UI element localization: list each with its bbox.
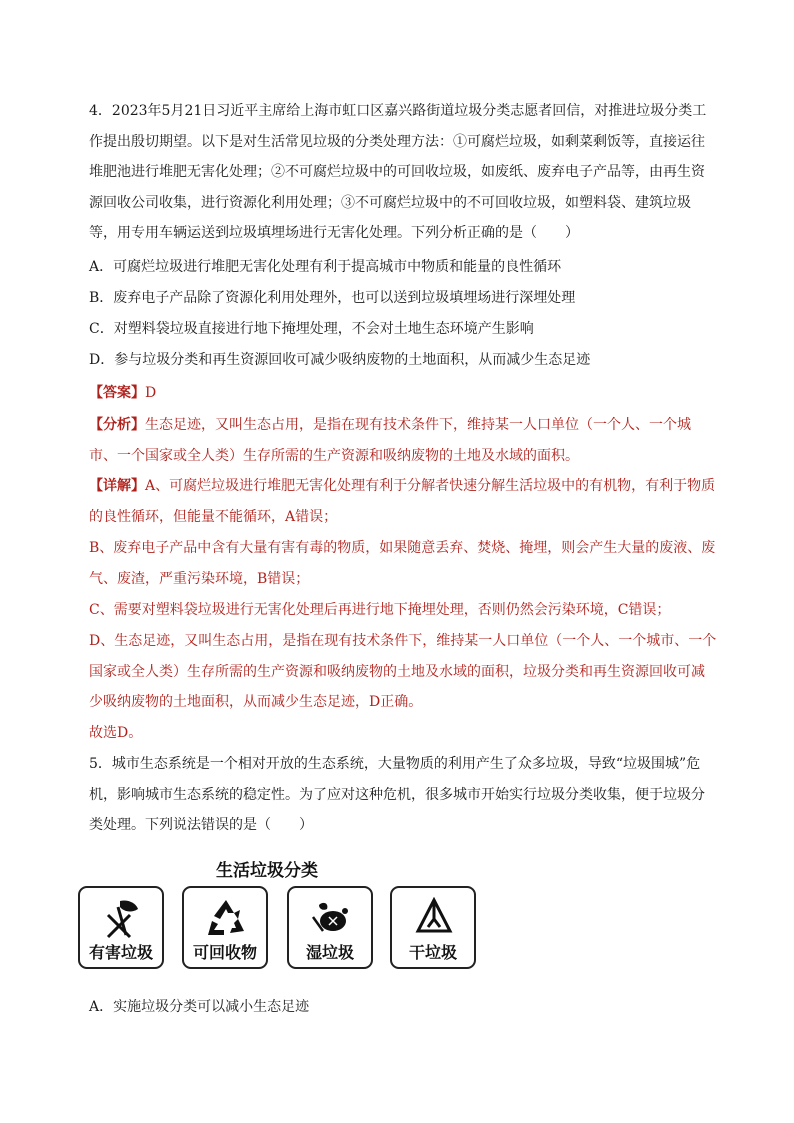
bin-dry <box>390 886 476 969</box>
q5-option-a: A．实施垃圾分类可以减小生态足迹 <box>89 999 310 1015</box>
q4-analysis <box>89 410 717 471</box>
question-5-stem: 5．城市生态系统是一个相对开放的生态系统，大量物质的利用产生了众多垃圾，导致“垃圾围城”危机，影响城市生态系统的稳定性。为了应对这种危机，很多城市开始实行垃圾分类收集，便于垃圾分类处理。下列说法错误的是（ ） <box>89 756 705 833</box>
bin-wet <box>287 886 373 969</box>
q4-option-b: B．废弃电子产品除了资源化利用处理外，也可以送到垃圾填埋场进行深埋处理 <box>89 290 576 306</box>
q4-detail-b: B、废弃电子产品中含有大量有害有毒的物质，如果随意丢弃、焚烧、掩埋，则会产生大量的废液、废气、废渣，严重污染环境，B错误； <box>89 540 716 587</box>
bin-hazardous <box>78 886 164 969</box>
bin-label-recyclable: 可回收物 <box>192 943 257 962</box>
residual-waste-icon <box>412 897 456 939</box>
bin-label-hazardous: 有害垃圾 <box>88 943 153 962</box>
q4-option-a: A．可腐烂垃圾进行堆肥无害化处理有利于提高城市中物质和能量的良性循环 <box>89 259 562 275</box>
analysis-text: 生态足迹，又叫生态占用，是指在现有技术条件下，维持某一人口单位（一个人、一个城市、一个国家或全人类）生存所需的生产资源和吸纳废物的土地及水域的面积。 <box>89 417 691 464</box>
answer-tag: 【答案】 <box>89 385 145 401</box>
q4-option-d: D．参与垃圾分类和再生资源回收可减少吸纳废物的土地面积，从而减少生态足迹 <box>89 352 591 368</box>
analysis-tag: 【分析】 <box>89 417 145 433</box>
bin-recyclable <box>182 886 268 969</box>
q4-detail-a <box>89 471 717 532</box>
recycle-icon <box>204 897 248 939</box>
answer-value: D <box>145 385 157 401</box>
detail-tag: 【详解】 <box>89 478 145 494</box>
bin-label-wet: 湿垃圾 <box>305 943 354 962</box>
q4-detail-c: C、需要对塑料袋垃圾进行无害化处理后再进行地下掩埋处理，否则仍然会污染环境，C错误； <box>89 602 671 618</box>
bin-label-dry: 干垃圾 <box>408 943 457 962</box>
detail-a-text: A、可腐烂垃圾进行堆肥无害化处理有利于分解者快速分解生活垃圾中的有机物，有利于物质的良性循环，但能量不能循环，A错误； <box>89 478 716 525</box>
figure-title: 生活垃圾分类 <box>216 861 318 881</box>
q4-option-c: C．对塑料袋垃圾直接进行地下掩埋处理，不会对土地生态环境产生影响 <box>89 321 534 337</box>
q4-conclusion: 故选D。 <box>89 725 143 741</box>
food-waste-icon <box>309 897 353 939</box>
hazardous-waste-icon <box>100 897 144 939</box>
question-4-stem: 4．2023年5月21日习近平主席给上海市虹口区嘉兴路街道垃圾分类志愿者回信，对推进垃圾分类工作提出殷切期望。以下是对生活常见垃圾的分类处理方法：①可腐烂垃圾，如剩菜剩饭等，直接运往堆肥池进行堆肥无害化处理；②不可腐烂垃圾中的可回收垃圾，如废纸、废弃电子产品等，由再生资源回收公司收集，进行资源化利用处理；③不可腐烂垃圾中的不可回收垃圾，如塑料袋、建筑垃圾等，用专用车辆运送到垃圾填埋场进行无害化处理。下列分析正确的是（ ） <box>89 103 707 241</box>
q4-detail-d: D、生态足迹，又叫生态占用，是指在现有技术条件下，维持某一人口单位（一个人、一个城市、一个国家或全人类）生存所需的生产资源和吸纳废物的土地及水域的面积，垃圾分类和再生资源回收可减少吸纳废物的土地面积，从而减少生态足迹，D正确。 <box>89 633 717 710</box>
q4-answer <box>89 378 717 409</box>
